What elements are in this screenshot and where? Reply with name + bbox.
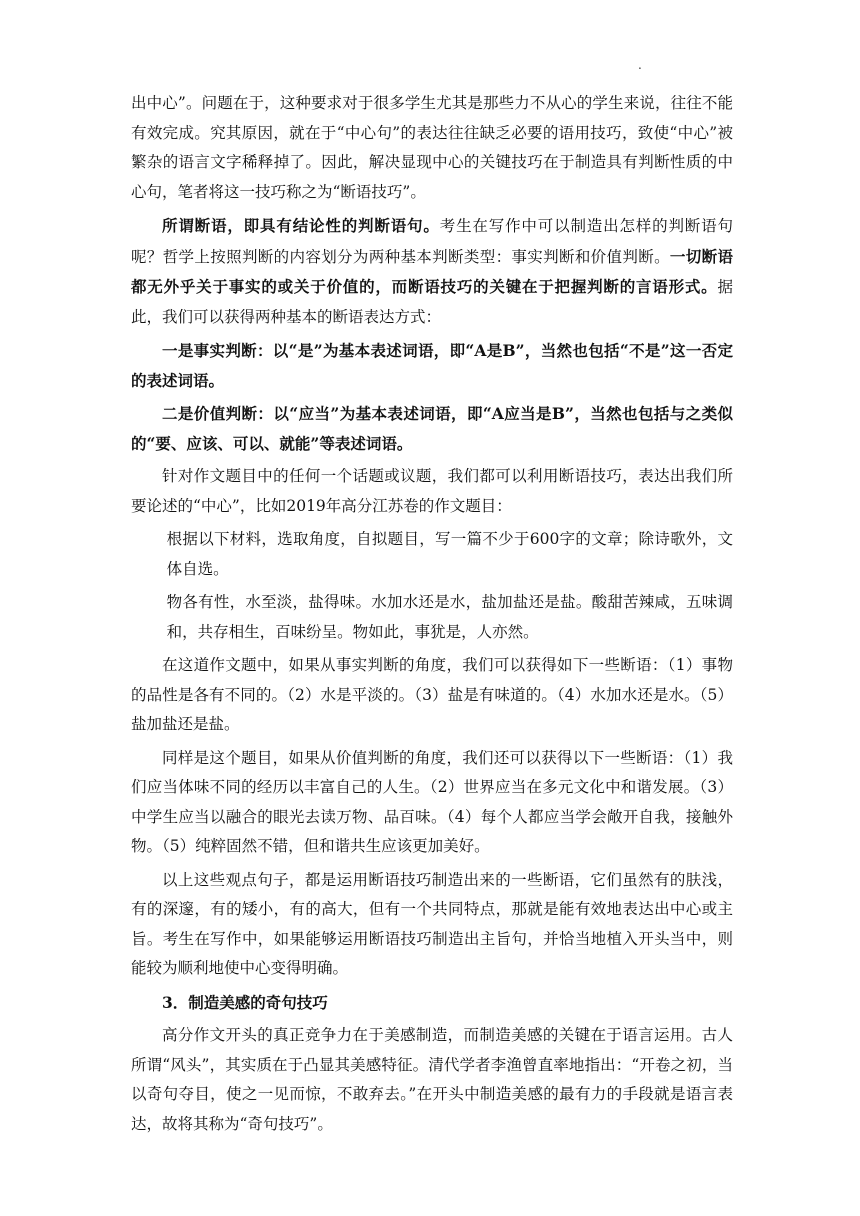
paragraph-5: 针对作文题目中的任何一个话题或议题，我们都可以利用断语技巧，表达出我们所要论述的“中心”，比如2019年高分江苏卷的作文题目： bbox=[131, 467, 733, 515]
paragraph-2-bold-1: 所谓断语，即具有结论性的判断语句。 bbox=[162, 216, 440, 235]
section-heading-3: 3．制造美感的奇句技巧 bbox=[162, 992, 328, 1012]
paragraph-2-text-2: 据此，我们可以获得两种基本的断语表达方式： bbox=[131, 278, 733, 326]
paragraph-2 bbox=[131, 211, 733, 332]
document-body bbox=[131, 89, 733, 1143]
quote-instructions-text: 根据以下材料，选取角度，自拟题目，写一篇不少于600字的文章；除诗歌外，文体自选。 bbox=[166, 530, 733, 578]
quote-material bbox=[131, 588, 733, 647]
paragraph-2-bold-2: 一切断语都无外乎关于事实的或关于价值的，而断语技巧的关键在于把握判断的言语形式。 bbox=[131, 246, 733, 296]
paragraph-10: 以上这些观点句子，都是运用断语技巧制造出来的一些断语，它们虽然有的肤浅，有的深邃，有的矮小，有的高大，但有一个共同特点，那就是能有效地表达出中心或主旨。考生在写作中，如果能够运用断语技巧制造出主旨句，并恰当地植入开头当中，则能较为顺利地使中心变得明确。 bbox=[131, 870, 733, 977]
quote-material-text: 物各有性，水至淡，盐得味。水加水还是水，盐加盐还是盐。酸甜苦辣咸，五味调和，共存相生，百味纷呈。物如此，事犹是，人亦然。 bbox=[166, 593, 733, 641]
paragraph-3-fact-judgment: 一是事实判断：以“是”为基本表述词语，即“A是B”，当然也包括“不是”这一否定的表述词语。 bbox=[131, 341, 733, 390]
paragraph-1: 出中心”。问题在于，这种要求对于很多学生尤其是那些力不从心的学生来说，往往不能有效完成。究其原因，就在于“中心句”的表达往往缺乏必要的语用技巧，致使“中心”被繁杂的语言文字稀释掉了。因此，解决显现中心的关键技巧在于制造具有判断性质的中心句，笔者将这一技巧称之为“断语技巧”。 bbox=[131, 94, 733, 201]
paragraph-8: 在这道作文题中，如果从事实判断的角度，我们可以获得如下一些断语：（1）事物的品性是各有不同的。（2）水是平淡的。（3）盐是有味道的。（4）水加水还是水。（5）盐加盐还是盐。 bbox=[131, 656, 733, 733]
paragraph-4-value-judgment: 二是价值判断：以“应当”为基本表述词语，即“A应当是B”，当然也包括与之类似的“要、应该、可以、就能”等表述词语。 bbox=[131, 404, 733, 453]
paragraph-2-text-1: 考生在写作中可以制造出怎样的判断语句呢？哲学上按照判断的内容划分为两种基本判断类型：事实判断和价值判断。 bbox=[131, 217, 733, 266]
header-dot: . bbox=[638, 58, 642, 72]
paragraph-11: 高分作文开头的真正竞争力在于美感制造，而制造美感的关键在于语言运用。古人所谓“风头”，其实质在于凸显其美感特征。清代学者李渔曾直率地指出：“开卷之初，当以奇句夺目，使之一见而惊，不敢弃去。”在开头中制造美感的最有力的手段就是语言表达，故将其称为“奇句技巧”。 bbox=[131, 1026, 733, 1133]
quote-instructions bbox=[131, 525, 733, 584]
paragraph-9: 同样是这个题目，如果从价值判断的角度，我们还可以获得以下一些断语：（1）我们应当体味不同的经历以丰富自己的人生。（2）世界应当在多元文化中和谐发展。（3）中学生应当以融合的眼光去读万物、品百味。（4）每个人都应当学会敞开自我，接触外物。（5）纯粹固然不错，但和谐共生应该更加美好。 bbox=[131, 748, 733, 855]
